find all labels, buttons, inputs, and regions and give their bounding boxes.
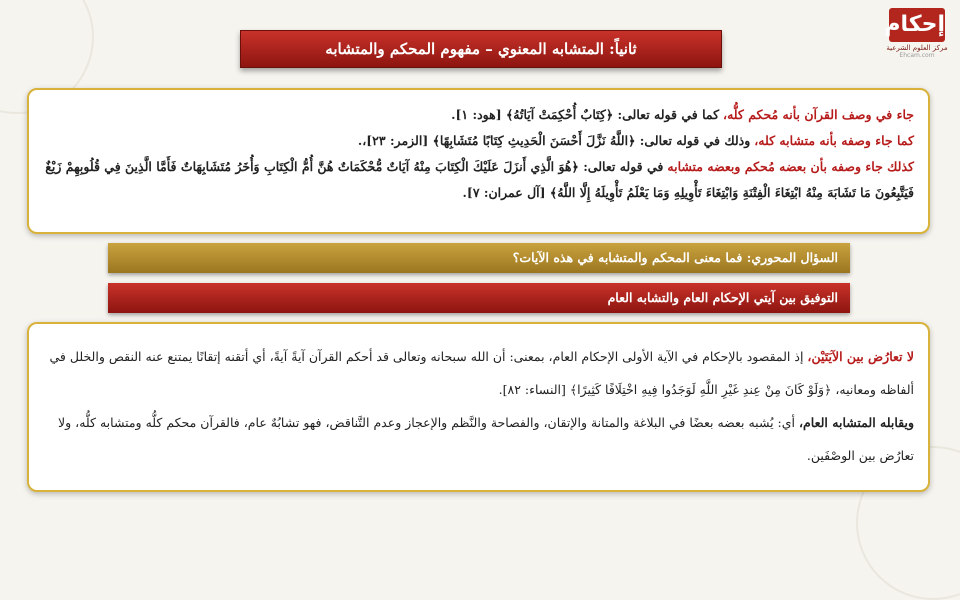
p2-highlight: ويقابله المتشابه العام،: [799, 415, 914, 430]
reconciliation-paragraph-1: [43, 340, 914, 406]
line1-text: كما في قوله تعالى: ﴿كِتَابٌ أُحْكِمَتْ آيَاتُهُ﴾ [هود: ١].: [451, 107, 720, 122]
reconciliation-box: [27, 322, 930, 492]
logo-mark: إحكام: [889, 8, 945, 42]
line3-text: في قوله تعالى: ﴿هُوَ الَّذِي أَنزَلَ عَلَيْكَ الْكِتَابَ مِنْهُ آيَاتٌ مُّحْكَمَاتٌ هُنَّ أُمُّ الْكِتَابِ وَأُخَرُ مُتَشَابِهَاتٌ فَأَمَّا الَّذِينَ فِي قُلُوبِهِمْ زَيْغٌ فَيَتَّبِعُونَ مَا تَشَابَهَ مِنْهُ ابْتِغَاءَ الْفِتْنَةِ وَابْتِغَاءَ تَأْوِيلِهِ وَمَا يَعْلَمُ تَأْوِيلَهُ إِلَّا اللَّهُ﴾ [آل عمران: ٧].: [45, 159, 914, 200]
description-line-3: [43, 154, 914, 206]
line3-highlight: كذلك جاء وصفه بأن بعضه مُحكم وبعضه متشابه: [667, 159, 914, 174]
reconciliation-heading: التوفيق بين آيتي الإحكام العام والتشابه العام: [108, 283, 850, 313]
p1-text: إذ المقصود بالإحكام في الآية الأولى الإحكام العام، بمعنى: أن الله سبحانه وتعالى قد أحكم القرآن آيةً آيةً، أي أتقنه إتقانًا يمتنع عنه النقص والخلل في ألفاظه ومعانيه، ﴿وَلَوْ كَانَ مِنْ عِندِ غَيْرِ اللَّهِ لَوَجَدُوا فِيهِ اخْتِلَافًا كَثِيرًا﴾ [النساء: ٨٢].: [49, 349, 914, 397]
slide-title: ثانياً: المتشابه المعنوي – مفهوم المحكم والمتشابه: [240, 30, 722, 68]
logo-subtitle: مركز العلوم الشرعية: [886, 44, 948, 52]
line1-highlight: جاء في وصف القرآن بأنه مُحكم كلُّه،: [723, 107, 914, 122]
line2-text: وذلك في قوله تعالى: ﴿اللَّهُ نَزَّلَ أَحْسَنَ الْحَدِيثِ كِتَابًا مُتَشَابِهًا﴾ [الزمر: ٢٣]،.: [357, 133, 751, 148]
p2-text: أي: يُشبه بعضه بعضًا في البلاغة والمتانة والإتقان، والفصاحة والنَّظم والإعجاز وعدم التَّناقض، فهو تشابُهٌ عام، فالقرآن محكم كلُّه ومتشابه كلُّه، ولا تعارُض بين الوصْفَين.: [58, 415, 914, 463]
central-question: السؤال المحوري: فما معنى المحكم والمتشابه في هذه الآيات؟: [108, 243, 850, 273]
description-box: [27, 88, 930, 234]
reconciliation-paragraph-2: [43, 406, 914, 472]
p1-highlight: لا تعارُض بين الآيَتَيْن،: [807, 349, 914, 364]
line2-highlight: كما جاء وصفه بأنه متشابه كله،: [754, 133, 914, 148]
logo: [882, 8, 952, 68]
description-line-2: [43, 128, 914, 154]
description-line-1: [43, 102, 914, 128]
logo-tagline: Ehcam.com: [899, 52, 935, 59]
